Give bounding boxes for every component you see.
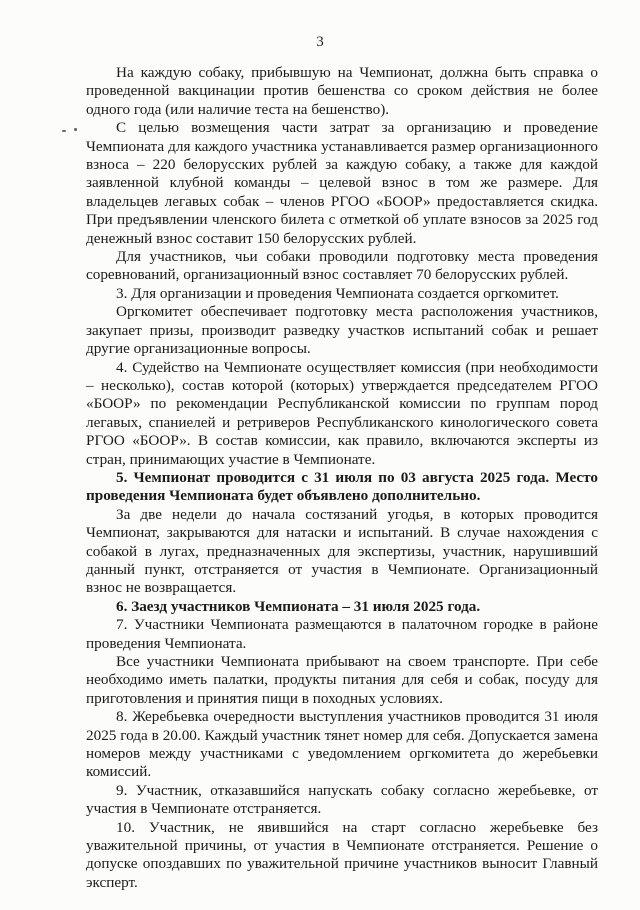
paragraph-preparation-fee: Для участников, чьи собаки проводили подготовку места проведения соревнований, организационный взнос составляет 70 белорусских рублей. xyxy=(86,248,598,284)
paragraph-orgcommittee: Оргкомитет обеспечивает подготовку места расположения участников, закупает призы, производит разведку участков испытаний собак и решает другие организационные вопросы. xyxy=(86,303,598,358)
document-body xyxy=(86,64,598,892)
paragraph-item-7: 7. Участники Чемпионата размещаются в палаточном городке в районе проведения Чемпионата. xyxy=(86,616,598,652)
paragraph-item-4: 4. Судейство на Чемпионате осуществляет комиссия (при необходимости – несколько), состав которой (которых) утверждается председателем РГОО «БООР» по рекомендации Республиканской комиссии по группам пород легавых, спаниелей и ретриверов Республиканского кинологического совета РГОО «БООР». В состав комиссии, как правило, включаются эксперты из стран, принимающих участие в Чемпионате. xyxy=(86,358,598,468)
paragraph-transport: Все участники Чемпионата прибывают на своем транспорте. При себе необходимо иметь палатки, продукты питания для себя и собак, посуду для приготовления и принятия пищи в походных условиях. xyxy=(86,653,598,707)
paragraph-fee: С целью возмещения части затрат за организацию и проведение Чемпионата для каждого участника устанавливается размер организационного взноса – 220 белорусских рублей за каждую собаку, а также для каждой заявленной клубной команды – целевой взнос в том же размере. Для владельцев легавых собак – членов РГОО «БООР» предоставляется скидка. При предъявлении членского билета с отметкой об уплате взносов за 2025 год денежный взнос составит 150 белорусских рублей. xyxy=(86,119,598,247)
scan-speck xyxy=(62,130,66,132)
paragraph-item-6-arrival: 6. Заезд участников Чемпионата – 31 июля 2025 года. xyxy=(116,597,481,615)
paragraph-item-9: 9. Участник, отказавшийся напускать собаку согласно жеребьевке, от участия в Чемпионате отстраняется. xyxy=(86,781,598,818)
paragraph-item-5-dates: 5. Чемпионат проводится с 31 июля по 03 августа 2025 года. Место проведения Чемпионата будет объявлено дополнительно. xyxy=(86,468,598,505)
paragraph-vaccination: На каждую собаку, прибывшую на Чемпионат, должна быть справка о проведенной вакцинации против бешенства со сроком действия не более одного года (или наличие теста на бешенство). xyxy=(86,64,598,118)
paragraph-grounds-closed: За две недели до начала состязаний угодья, в которых проводится Чемпионат, закрываются для натаски и испытаний. В случае нахождения с собакой в лугах, предназначенных для экспертизы, участник, нарушивший данный пункт, отстраняется от участия в Чемпионате. Организационный взнос не возвращается. xyxy=(86,505,598,597)
paragraph-item-10: 10. Участник, не явившийся на старт согласно жеребьевке без уважительной причины, от участия в Чемпионате отстраняется. Решение о допуске опоздавших по уважительной причине участников выносит Главный эксперт. xyxy=(86,818,598,891)
scan-speck xyxy=(74,128,77,131)
page-number: 3 xyxy=(316,34,324,50)
paragraph-item-3: 3. Для организации и проведения Чемпионата создается оргкомитет. xyxy=(116,284,559,302)
paragraph-item-8: 8. Жеребьевка очередности выступления участников проводится 31 июля 2025 года в 20.00. Каждый участник тянет номер для себя. Допускается замена номеров между участниками с уведомлением оргкомитета до жеребьевки комиссий. xyxy=(86,708,598,781)
